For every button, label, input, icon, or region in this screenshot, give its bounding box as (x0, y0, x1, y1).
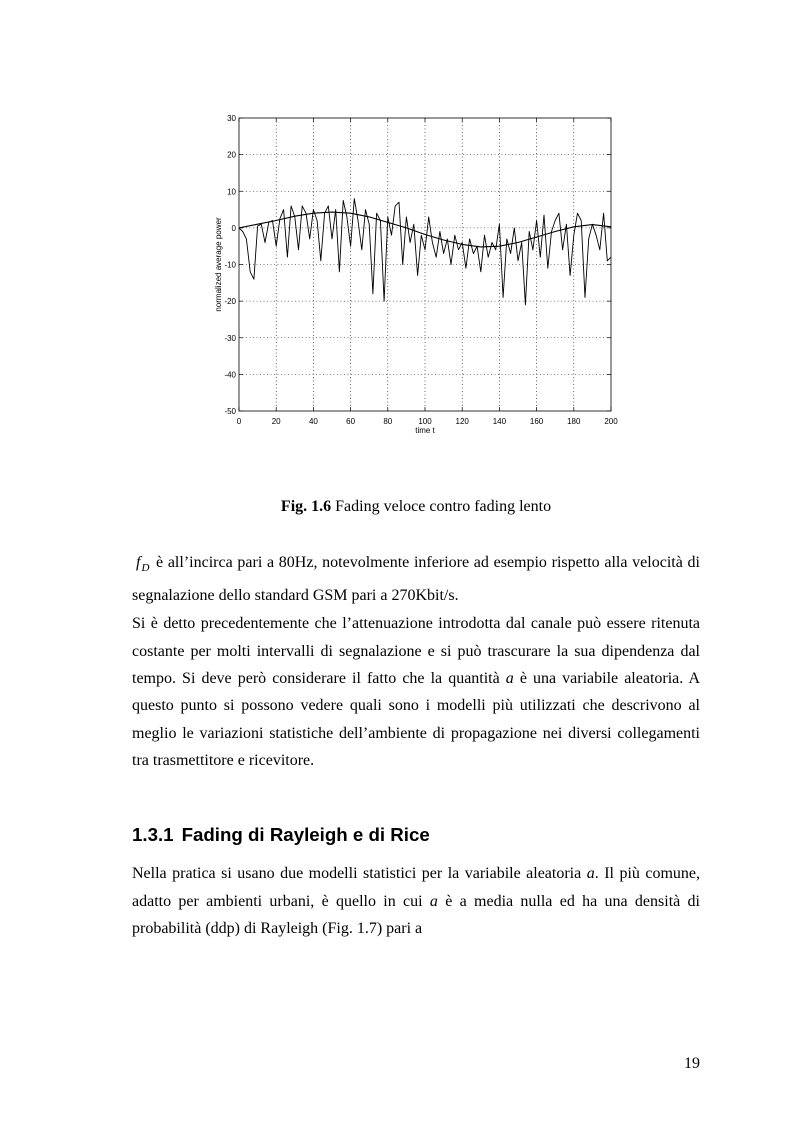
doppler-frequency-symbol (132, 553, 156, 573)
math-variable: a (586, 865, 595, 882)
x-tick-label: 100 (418, 417, 432, 426)
text-segment: tempo. Si deve però considerare il fatto che la quantità (132, 670, 506, 687)
y-tick-label: -10 (224, 260, 236, 270)
section-number: 1.3.1 (132, 824, 174, 845)
x-tick-label: 20 (271, 417, 281, 426)
y-tick-label: 20 (227, 150, 236, 160)
body-text-line (132, 614, 700, 634)
body-text-line (132, 751, 700, 771)
body-text-line (132, 919, 700, 939)
text-segment: adatto per ambienti urbani, è quello in cui (132, 893, 430, 910)
figure-caption-text: Fading veloce contro fading lento (335, 498, 552, 515)
math-variable: a (505, 670, 514, 687)
body-text-line (132, 724, 700, 744)
text-segment: meglio le variazioni statistiche dell’ambiente di propagazione nei diversi collegamenti (132, 725, 700, 742)
x-tick-label: 40 (308, 417, 318, 426)
x-tick-label: 80 (383, 417, 393, 426)
y-tick-label: 30 (227, 114, 236, 123)
x-tick-label: 180 (567, 417, 581, 426)
x-tick-label: 200 (604, 417, 618, 426)
y-axis-label: normalized average power (214, 217, 223, 312)
body-text-line (132, 696, 700, 716)
text-segment: probabilità (ddp) di Rayleigh (Fig. 1.7) pari a (132, 920, 423, 937)
body-text-line (132, 864, 700, 884)
y-tick-label: -40 (224, 370, 236, 380)
symbol-subscript-d: D (141, 562, 150, 574)
y-tick-label: 0 (231, 223, 236, 233)
y-tick-label: 10 (227, 187, 236, 197)
body-text-line (132, 669, 700, 689)
text-segment: Si è detto precedentemente che l’attenuazione introdotta dal canale può essere ritenuta (132, 615, 700, 632)
chart-tick-labels (224, 114, 618, 426)
y-tick-label: -20 (224, 297, 236, 307)
text-segment: è una variabile aleatoria. A (513, 670, 701, 687)
x-axis-label: time t (415, 426, 435, 435)
body-text-line (132, 553, 700, 573)
body-text-line (132, 586, 700, 606)
y-tick-label: -50 (224, 407, 236, 416)
x-tick-label: 140 (492, 417, 507, 426)
text-segment: questo punto si possono vedere quali sono i modelli più utilizzati che descrivono al (132, 697, 700, 714)
section-title: Fading di Rayleigh e di Rice (181, 824, 430, 845)
x-tick-label: 160 (529, 417, 544, 426)
body-text-line (132, 642, 700, 662)
figure-caption-label: Fig. 1.6 (280, 498, 332, 515)
y-tick-label: -30 (224, 333, 236, 343)
text-segment: costante per molti intervalli di segnalazione e si può trascurare la sua dipendenza dal (132, 643, 700, 660)
section-heading (132, 824, 430, 846)
text-segment: . Il più comune, (594, 865, 701, 882)
text-segment: è all’incirca pari a 80Hz, notevolmente inferiore ad esempio rispetto alla velocità di (156, 554, 700, 571)
text-segment: segnalazione dello standard GSM pari a 270Kbit/s. (132, 587, 459, 604)
figure-caption (132, 497, 700, 517)
fading-chart (200, 108, 630, 448)
x-tick-label: 120 (455, 417, 469, 426)
text-segment: tra trasmettitore e ricevitore. (132, 752, 315, 769)
page-number: 19 (684, 1055, 700, 1072)
x-tick-label: 60 (346, 417, 356, 426)
body-text-line (132, 892, 700, 912)
x-tick-label: 0 (236, 417, 242, 426)
chart-grid (239, 118, 611, 411)
text-segment: è a media nulla ed ha una densità di (437, 893, 701, 910)
text-segment: Nella pratica si usano due modelli statistici per la variabile aleatoria (132, 865, 587, 882)
symbol-f: f (136, 554, 141, 571)
math-variable: a (429, 893, 438, 910)
